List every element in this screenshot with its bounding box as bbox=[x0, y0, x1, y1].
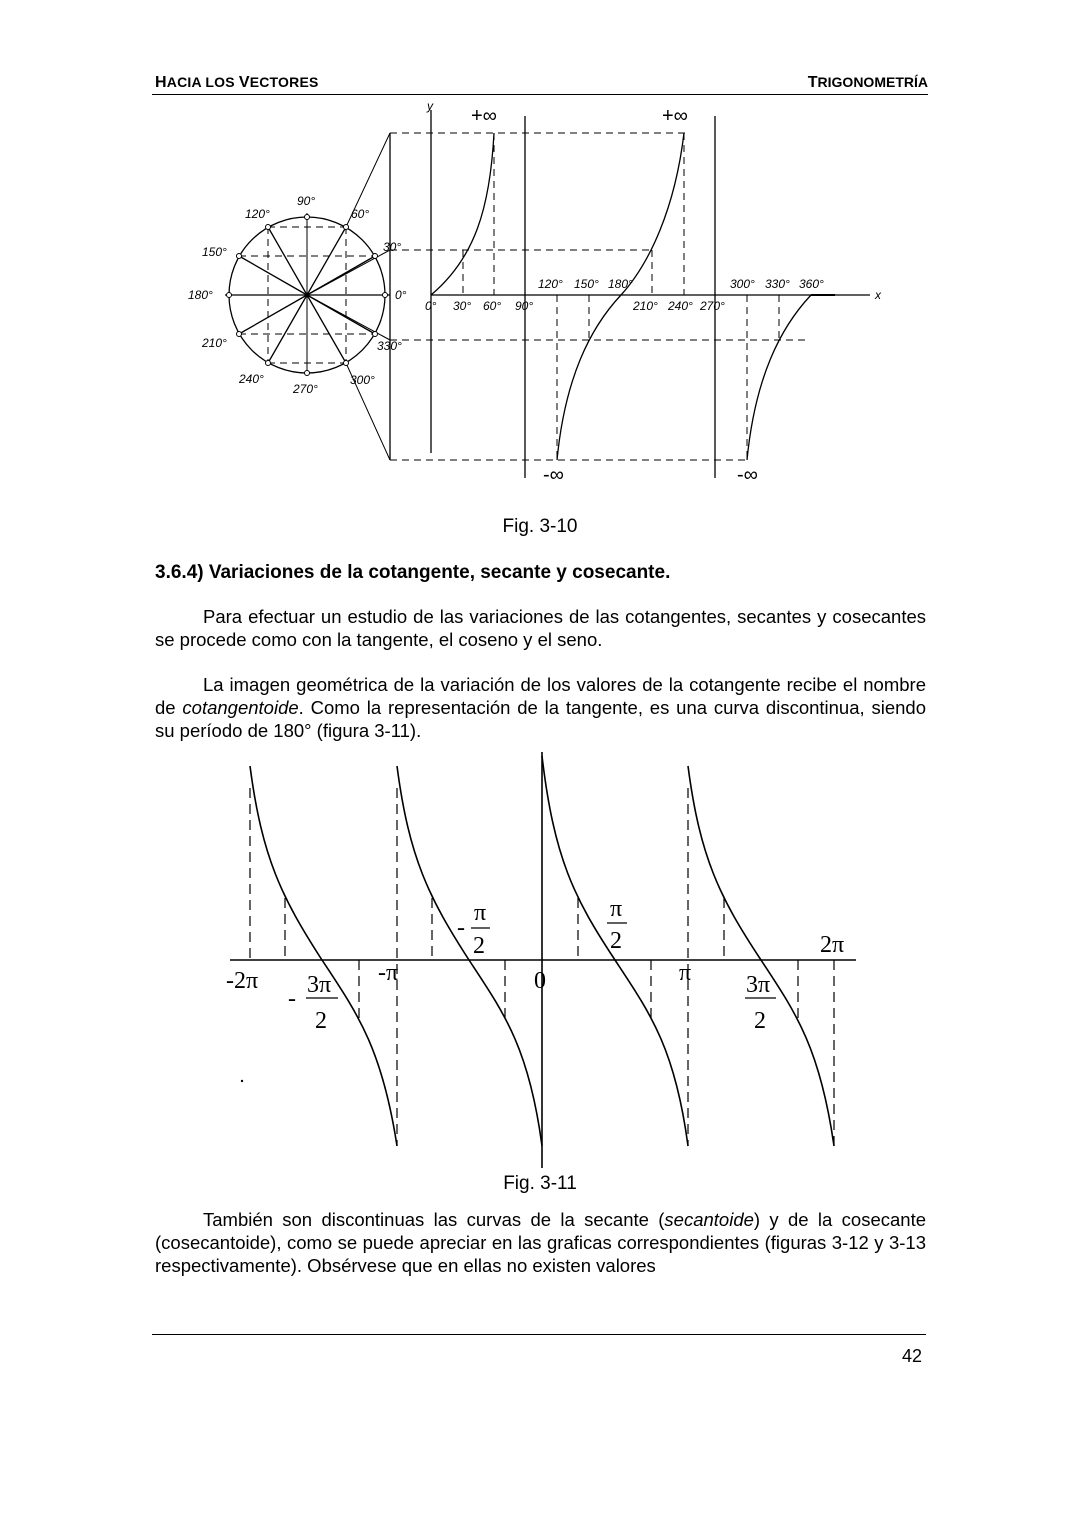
footer-rule bbox=[152, 1334, 926, 1335]
paragraph-3: También son discontinuas las curvas de la secante (secantoide) y de la cosecante (cosecantoide), como se puede apreciar en las graficas correspondientes (figuras 3-12 y 3-13 respectivamente). Obsérvese que en ellas no existen valores bbox=[155, 1209, 926, 1276]
radius-120 bbox=[268, 227, 307, 295]
point-0 bbox=[383, 293, 388, 298]
term-cotangentoide: cotangentoide bbox=[182, 697, 299, 718]
radius-210 bbox=[239, 295, 307, 334]
running-header-left: HACIA LOS VECTORES bbox=[155, 74, 319, 91]
label-270: 270° bbox=[293, 382, 318, 396]
label-neg-3pi-minus: - bbox=[288, 986, 296, 1012]
point-120 bbox=[266, 225, 271, 230]
label-neg-3pi-den: 2 bbox=[315, 1008, 327, 1034]
cot-branch-4 bbox=[688, 766, 834, 1146]
xtick-270: 270° bbox=[700, 299, 725, 313]
xtick-60: 60° bbox=[483, 299, 502, 313]
label-neg-2pi: -2π bbox=[226, 968, 259, 994]
xtick-0: 0° bbox=[425, 299, 437, 313]
label-90: 90° bbox=[297, 194, 316, 208]
minus-infinity-1: -∞ bbox=[543, 464, 564, 486]
paragraph-2: La imagen geométrica de la variación de los valores de la cotangente recibe el nombre de cotangentoide. Como la representación de la tangente, es una curva discontinua, siendo su período de 180° (figura 3-11). bbox=[155, 674, 926, 741]
label-neg-pi2-num: π bbox=[474, 900, 487, 926]
minus-infinity-2: -∞ bbox=[737, 464, 758, 486]
xtick-150: 150° bbox=[574, 277, 599, 291]
label-120: 120° bbox=[245, 207, 270, 221]
label-neg-pi2-den: 2 bbox=[473, 933, 485, 959]
point-330 bbox=[373, 332, 378, 337]
point-180 bbox=[227, 293, 232, 298]
radius-150 bbox=[239, 256, 307, 295]
figure-3-11-caption: Fig. 3-11 bbox=[503, 1173, 577, 1194]
cot-branch-2 bbox=[397, 766, 542, 1146]
xtick-240: 240° bbox=[668, 299, 693, 313]
xtick-120: 120° bbox=[538, 277, 563, 291]
xtick-300: 300° bbox=[730, 277, 755, 291]
point-240 bbox=[266, 361, 271, 366]
plus-infinity-1: +∞ bbox=[471, 105, 497, 127]
x-axis-label: x bbox=[875, 288, 881, 302]
running-header-right: TRIGONOMETRÍA bbox=[807, 74, 928, 91]
figure-3-10-caption: Fig. 3-10 bbox=[502, 516, 578, 537]
label-3pi-num: 3π bbox=[746, 972, 771, 998]
stray-dot bbox=[241, 1080, 243, 1082]
header-rule bbox=[152, 94, 928, 95]
label-60: 60° bbox=[351, 207, 370, 221]
cotangent-graph bbox=[222, 748, 862, 1168]
cot-branch-1 bbox=[250, 766, 397, 1146]
point-90 bbox=[305, 215, 310, 220]
xtick-180: 180° bbox=[608, 277, 633, 291]
term-secantoide: secantoide bbox=[664, 1209, 754, 1230]
section-title: 3.6.4) Variaciones de la cotangente, secante y cosecante. bbox=[155, 562, 671, 583]
point-30 bbox=[373, 254, 378, 259]
tan-branch-2 bbox=[557, 133, 684, 460]
point-300 bbox=[344, 361, 349, 366]
label-300: 300° bbox=[350, 373, 375, 387]
point-210 bbox=[237, 332, 242, 337]
plus-infinity-2: +∞ bbox=[662, 105, 688, 127]
label-2pi: 2π bbox=[820, 932, 845, 958]
label-neg-3pi-num: 3π bbox=[307, 972, 332, 998]
label-3pi-den: 2 bbox=[754, 1008, 766, 1034]
page-number: 42 bbox=[901, 1346, 922, 1366]
point-150 bbox=[237, 254, 242, 259]
xtick-360: 360° bbox=[799, 277, 824, 291]
y-axis-label: y bbox=[427, 99, 433, 113]
label-150: 150° bbox=[202, 245, 227, 259]
label-pi2-den: 2 bbox=[610, 928, 622, 954]
label-330: 330° bbox=[377, 339, 402, 353]
xtick-330: 330° bbox=[765, 277, 790, 291]
label-zero: 0 bbox=[534, 968, 546, 994]
point-60 bbox=[344, 225, 349, 230]
label-neg-pi: -π bbox=[378, 960, 399, 986]
radius-240 bbox=[268, 295, 307, 363]
label-0: 0° bbox=[395, 288, 407, 302]
xtick-30: 30° bbox=[453, 299, 472, 313]
xtick-210: 210° bbox=[633, 299, 658, 313]
label-pi2-num: π bbox=[610, 896, 623, 922]
point-270 bbox=[305, 371, 310, 376]
paragraph-1: Para efectuar un estudio de las variaciones de las cotangentes, secantes y cosecantes se procede como con la tangente, el coseno y el seno. bbox=[155, 606, 926, 650]
label-210: 210° bbox=[202, 336, 227, 350]
label-30: 30° bbox=[383, 240, 402, 254]
figure-3-10 bbox=[185, 98, 895, 503]
label-180: 180° bbox=[188, 288, 213, 302]
label-240: 240° bbox=[239, 372, 264, 386]
xtick-90: 90° bbox=[515, 299, 534, 313]
tan-branch-1 bbox=[431, 133, 494, 295]
figure-3-11 bbox=[222, 748, 862, 1173]
tangent-diagram bbox=[185, 98, 895, 498]
label-neg-pi2-minus: - bbox=[457, 915, 465, 941]
label-pi: π bbox=[679, 960, 692, 986]
